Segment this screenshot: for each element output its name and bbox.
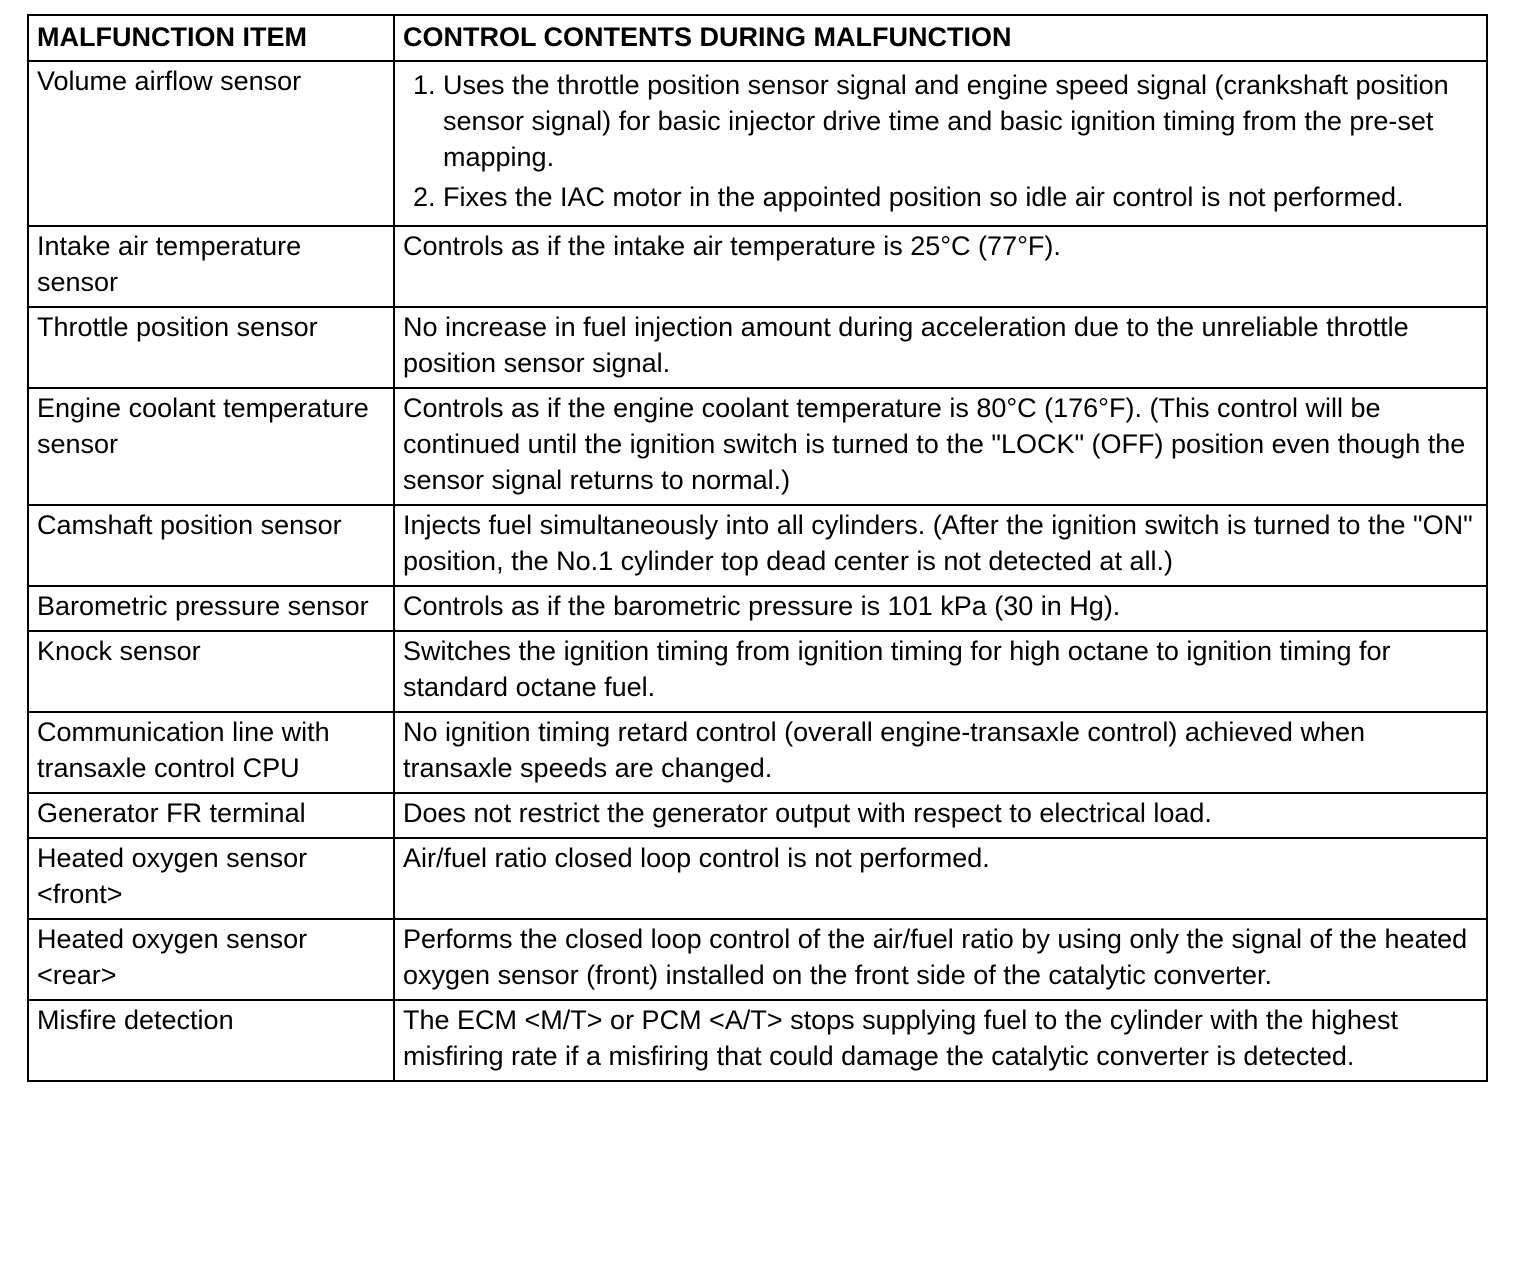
malfunction-item-cell: Volume airflow sensor [28, 61, 394, 226]
malfunction-control-table [27, 14, 1488, 1082]
malfunction-item-cell: Camshaft position sensor [28, 505, 394, 586]
control-contents-cell: No increase in fuel injection amount during acceleration due to the unreliable throttle position sensor signal. [394, 307, 1487, 388]
malfunction-item-cell: Engine coolant temperature sensor [28, 388, 394, 505]
table-row [28, 61, 1487, 226]
malfunction-item-cell: Throttle position sensor [28, 307, 394, 388]
table-row [28, 838, 1487, 919]
table-row [28, 793, 1487, 838]
table-row [28, 226, 1487, 307]
table-row [28, 631, 1487, 712]
control-contents-cell: Air/fuel ratio closed loop control is not performed. [394, 838, 1487, 919]
header-control-contents: CONTROL CONTENTS DURING MALFUNCTION [394, 15, 1487, 61]
table-row [28, 388, 1487, 505]
control-contents-cell: Controls as if the intake air temperature is 25°C (77°F). [394, 226, 1487, 307]
control-contents-cell: No ignition timing retard control (overall engine-transaxle control) achieved when transaxle speeds are changed. [394, 712, 1487, 793]
header-malfunction-item: MALFUNCTION ITEM [28, 15, 394, 61]
malfunction-item-cell: Generator FR terminal [28, 793, 394, 838]
table-row [28, 712, 1487, 793]
table-row [28, 307, 1487, 388]
control-contents-cell: Does not restrict the generator output with respect to electrical load. [394, 793, 1487, 838]
malfunction-item-cell: Misfire detection [28, 1000, 394, 1081]
malfunction-item-cell: Communication line with transaxle control CPU [28, 712, 394, 793]
table-header [28, 15, 1487, 61]
malfunction-item-cell: Knock sensor [28, 631, 394, 712]
control-contents-cell: The ECM <M/T> or PCM <A/T> stops supplying fuel to the cylinder with the highest misfiring rate if a misfiring that could damage the catalytic converter is detected. [394, 1000, 1487, 1081]
table-row [28, 1000, 1487, 1081]
control-contents-cell: Controls as if the barometric pressure is 101 kPa (30 in Hg). [394, 586, 1487, 631]
table-row [28, 586, 1487, 631]
control-step: 1. Uses the throttle position sensor signal and engine speed signal (crankshaft position sensor signal) for basic injector drive time and basic ignition timing from the pre-set mapping. [443, 67, 1478, 175]
malfunction-item-cell: Barometric pressure sensor [28, 586, 394, 631]
malfunction-item-cell: Heated oxygen sensor <rear> [28, 919, 394, 1000]
control-contents-cell: Switches the ignition timing from ignition timing for high octane to ignition timing for standard octane fuel. [394, 631, 1487, 712]
table-row [28, 919, 1487, 1000]
control-contents-cell: Performs the closed loop control of the air/fuel ratio by using only the signal of the heated oxygen sensor (front) installed on the front side of the catalytic converter. [394, 919, 1487, 1000]
control-contents-cell: Controls as if the engine coolant temperature is 80°C (176°F). (This control will be continued until the ignition switch is turned to the "LOCK" (OFF) position even though the sensor signal returns to normal.) [394, 388, 1487, 505]
table-body [28, 61, 1487, 1081]
header-row [28, 15, 1487, 61]
control-steps-list [403, 67, 1478, 215]
table-row [28, 505, 1487, 586]
malfunction-item-cell: Heated oxygen sensor <front> [28, 838, 394, 919]
control-step: 2. Fixes the IAC motor in the appointed position so idle air control is not performed. [443, 179, 1478, 215]
control-contents-cell [394, 61, 1487, 226]
control-contents-cell: Injects fuel simultaneously into all cylinders. (After the ignition switch is turned to the "ON" position, the No.1 cylinder top dead center is not detected at all.) [394, 505, 1487, 586]
malfunction-item-cell: Intake air temperature sensor [28, 226, 394, 307]
